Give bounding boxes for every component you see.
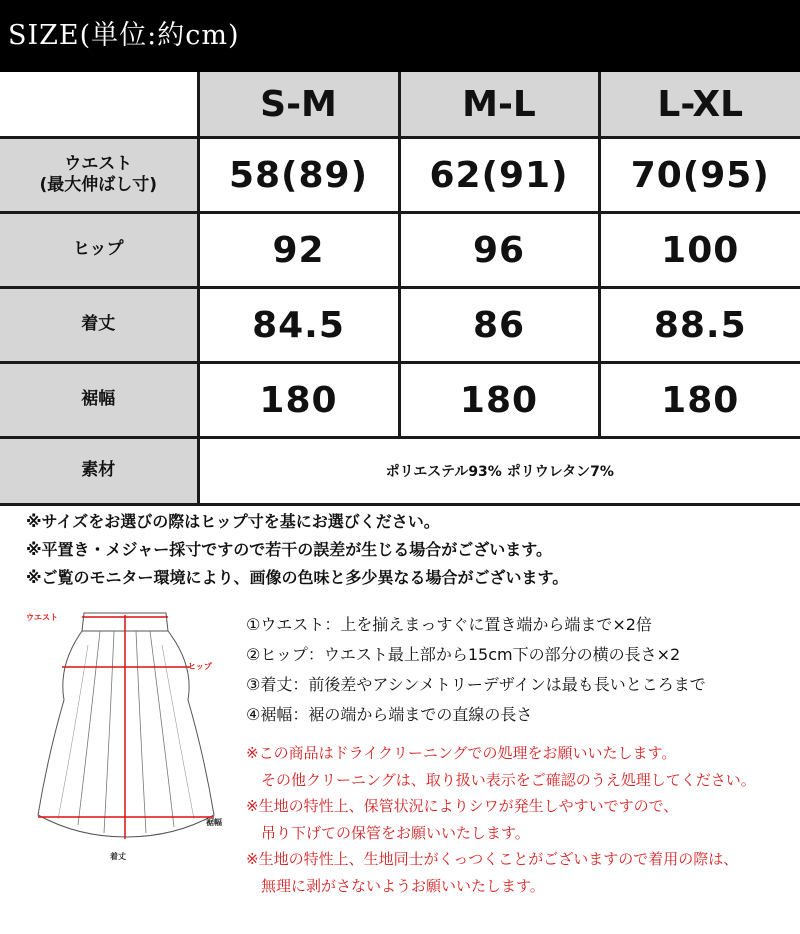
size-chart-title: SIZE(単位:約cm) bbox=[0, 0, 800, 72]
figure-label-waist: ウエスト bbox=[26, 613, 58, 622]
table-row-waist bbox=[0, 138, 800, 213]
figure-label-hip: ヒップ bbox=[188, 662, 212, 671]
care-line: ※生地の特性上、生地同士がくっつくことがございますので着用の際は、 bbox=[246, 850, 739, 868]
cell-length-m-l: 86 bbox=[399, 288, 599, 363]
skirt-illustration bbox=[18, 605, 233, 875]
measure-line: ③着丈：前後差やアシンメトリーデザインは最も長いところまで bbox=[246, 675, 706, 694]
care-notes bbox=[246, 740, 756, 899]
figure-label-hem: 裾幅 bbox=[206, 818, 222, 827]
care-line: その他クリーニングは、取り扱い表示をご確認のうえ処理してください。 bbox=[246, 770, 756, 789]
size-header-l-xl: L-XL bbox=[599, 72, 800, 138]
measure-line: ④裾幅：裾の端から端までの直線の長さ bbox=[246, 705, 533, 724]
row-label-length: 着丈 bbox=[0, 288, 198, 363]
note-line: ※サイズをお選びの際はヒップ寸を基にお選びください。 bbox=[26, 512, 440, 531]
cell-hip-m-l: 96 bbox=[399, 213, 599, 288]
table-row-length bbox=[0, 288, 800, 363]
note-line: ※ご覧のモニター環境により、画像の色味と多少異なる場合がございます。 bbox=[26, 568, 569, 587]
care-line: ※この商品はドライクリーニングでの処理をお願いいたします。 bbox=[246, 744, 677, 762]
note-line: ※平置き・メジャー採寸ですので若干の誤差が生じる場合がございます。 bbox=[26, 540, 552, 559]
care-line: 吊り下げての保管をお願いいたします。 bbox=[246, 823, 530, 842]
measure-line: ①ウエスト：上を揃えまっすぐに置き端から端まで×2倍 bbox=[246, 615, 652, 634]
table-row-hem bbox=[0, 363, 800, 438]
cell-hem-s-m: 180 bbox=[198, 363, 399, 438]
skirt-diagram bbox=[18, 605, 233, 875]
figure-label-length: 着丈 bbox=[110, 852, 126, 861]
row-label-waist-line2: (最大伸ばし寸) bbox=[39, 175, 158, 195]
size-header-m-l: M-L bbox=[399, 72, 599, 138]
size-header-row bbox=[0, 72, 800, 138]
row-label-waist bbox=[0, 138, 198, 213]
cell-hip-s-m: 92 bbox=[198, 213, 399, 288]
cell-waist-m-l: 62(91) bbox=[399, 138, 599, 213]
size-header-s-m: S-M bbox=[198, 72, 399, 138]
cell-hip-l-xl: 100 bbox=[599, 213, 800, 288]
row-label-hem: 裾幅 bbox=[0, 363, 198, 438]
care-line: ※生地の特性上、保管状況によりシワが発生しやすいですので、 bbox=[246, 797, 679, 815]
table-row-hip bbox=[0, 213, 800, 288]
cell-length-l-xl: 88.5 bbox=[599, 288, 800, 363]
cell-hem-l-xl: 180 bbox=[599, 363, 800, 438]
measurement-guide bbox=[246, 610, 706, 730]
table-corner bbox=[0, 72, 198, 138]
table-row-material bbox=[0, 438, 800, 505]
row-label-waist-line1: ウエスト bbox=[64, 153, 133, 174]
size-table bbox=[0, 72, 800, 506]
cell-hem-m-l: 180 bbox=[399, 363, 599, 438]
cell-material: ポリエステル93% ポリウレタン7% bbox=[198, 438, 800, 505]
cell-length-s-m: 84.5 bbox=[198, 288, 399, 363]
care-line: 無理に剥がさないようお願いいたします。 bbox=[246, 876, 545, 895]
cell-waist-l-xl: 70(95) bbox=[599, 138, 800, 213]
row-label-hip: ヒップ bbox=[0, 213, 198, 288]
size-notes bbox=[26, 508, 568, 592]
row-label-material: 素材 bbox=[0, 438, 198, 505]
cell-waist-s-m: 58(89) bbox=[198, 138, 399, 213]
measure-line: ②ヒップ：ウエスト最上部から15cm下の部分の横の長さ×2 bbox=[246, 645, 681, 664]
